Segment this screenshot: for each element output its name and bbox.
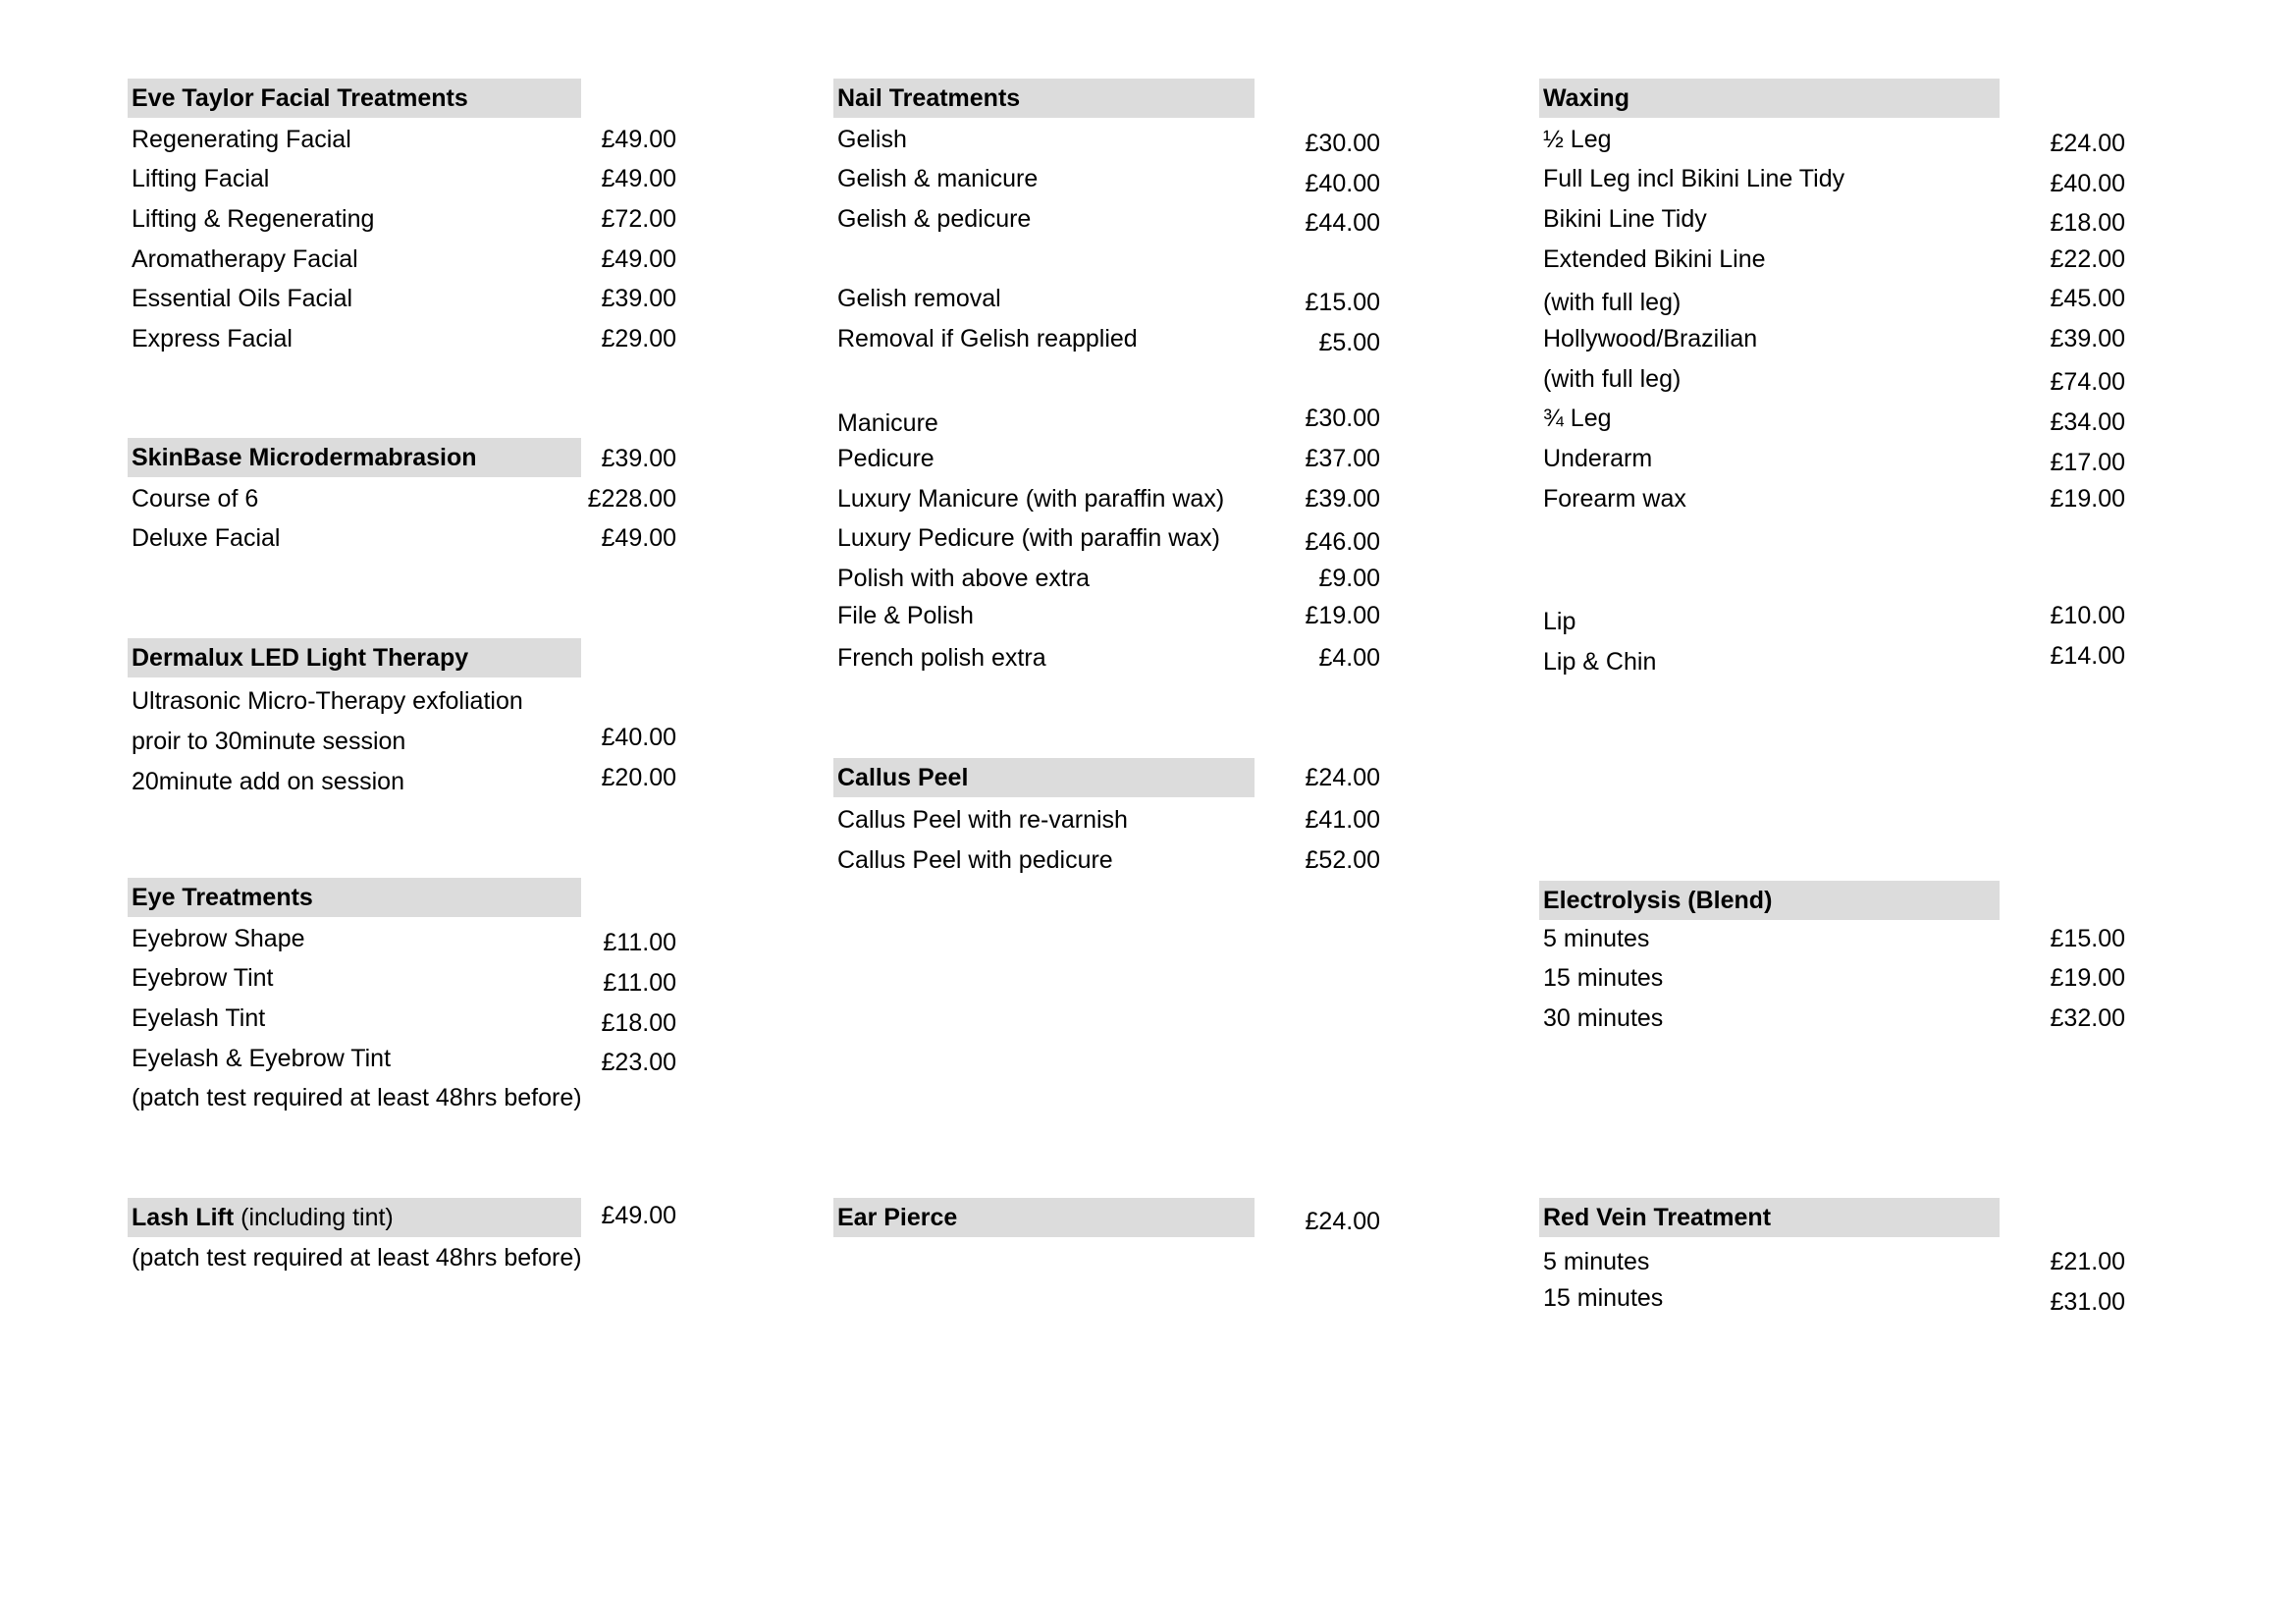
electrolysis-item-price: £19.00 (2050, 964, 2125, 992)
section-header-ear: Ear Pierce (833, 1198, 1255, 1237)
electrolysis-item-name: 5 minutes (1543, 925, 1650, 952)
callus-price: £24.00 (1305, 764, 1380, 791)
facial-item-name: Regenerating Facial (132, 126, 351, 153)
nails-item-name: Gelish (837, 126, 907, 153)
callus-item-name: Callus Peel with re-varnish (837, 806, 1128, 834)
facial-item-name: Lifting Facial (132, 165, 270, 192)
eye-item-name: Eyebrow Shape (132, 925, 305, 952)
skinbase-item-price: £49.00 (601, 524, 676, 552)
skinbase-price: £39.00 (601, 445, 676, 472)
nails-item-price: £15.00 (1305, 289, 1380, 316)
facial-item-price: £29.00 (601, 325, 676, 352)
redvein-item-price: £21.00 (2050, 1248, 2125, 1275)
eye-item-price: £23.00 (601, 1049, 676, 1076)
section-header-dermalux: Dermalux LED Light Therapy (128, 638, 581, 677)
eye-item-name: Eyelash & Eyebrow Tint (132, 1045, 392, 1072)
facial-item-name: Express Facial (132, 325, 293, 352)
electrolysis-item-name: 15 minutes (1543, 964, 1664, 992)
callus-item-name: Callus Peel with pedicure (837, 846, 1113, 874)
eye-item-price: £11.00 (603, 969, 676, 997)
waxing-item-price: £18.00 (2050, 209, 2125, 237)
waxing-item-price: £24.00 (2050, 130, 2125, 157)
nails-item-price: £4.00 (1318, 644, 1380, 672)
electrolysis-item-name: 30 minutes (1543, 1004, 1664, 1032)
waxing-item-name: Lip & Chin (1543, 648, 1657, 676)
facial-item-name: Aromatherapy Facial (132, 245, 358, 273)
nails-item-price: £30.00 (1305, 405, 1380, 432)
redvein-item-name: 5 minutes (1543, 1248, 1650, 1275)
waxing-item-price: £17.00 (2050, 449, 2125, 476)
dermalux-description: Ultrasonic Micro-Therapy exfoliation (132, 687, 523, 715)
nails-item-price: £44.00 (1305, 209, 1380, 237)
waxing-item-price: £14.00 (2050, 642, 2125, 670)
dermalux-item-name: proir to 30minute session (132, 728, 406, 755)
section-header-eye: Eye Treatments (128, 878, 581, 917)
waxing-item-price: £40.00 (2050, 170, 2125, 197)
eye-item-name: Eyebrow Tint (132, 964, 274, 992)
facial-item-price: £49.00 (601, 165, 676, 192)
skinbase-item-name: Course of 6 (132, 485, 259, 513)
facial-item-name: Essential Oils Facial (132, 285, 353, 312)
ear-price: £24.00 (1305, 1208, 1380, 1235)
lashlift-price: £49.00 (601, 1202, 676, 1229)
waxing-item-price: £34.00 (2050, 408, 2125, 436)
nails-item-name: Removal if Gelish reapplied (837, 325, 1138, 352)
nails-item-price: £19.00 (1305, 602, 1380, 629)
waxing-item-name: Full Leg incl Bikini Line Tidy (1543, 165, 1845, 192)
nails-item-price: £9.00 (1318, 565, 1380, 592)
eye-note: (patch test required at least 48hrs before) (132, 1084, 582, 1111)
callus-item-price: £52.00 (1305, 846, 1380, 874)
nails-item-name: Luxury Manicure (with paraffin wax) (837, 485, 1225, 513)
facial-item-price: £49.00 (601, 245, 676, 273)
section-header-skinbase: SkinBase Microdermabrasion (128, 438, 581, 477)
waxing-item-name: Hollywood/Brazilian (1543, 325, 1758, 352)
section-header-lashlift (128, 1198, 581, 1237)
nails-item-name: Pedicure (837, 445, 934, 472)
section-header-waxing: Waxing (1539, 79, 2000, 118)
nails-item-name: File & Polish (837, 602, 974, 629)
eye-item-name: Eyelash Tint (132, 1004, 266, 1032)
section-header-electrolysis: Electrolysis (Blend) (1539, 881, 2000, 920)
waxing-item-name: Extended Bikini Line (1543, 245, 1766, 273)
waxing-item-name: Underarm (1543, 445, 1653, 472)
facial-item-price: £49.00 (601, 126, 676, 153)
dermalux-item-name: 20minute add on session (132, 768, 404, 795)
nails-item-name: Gelish removal (837, 285, 1001, 312)
section-header-redvein: Red Vein Treatment (1539, 1198, 2000, 1237)
waxing-item-price: £45.00 (2050, 285, 2125, 312)
skinbase-item-price: £228.00 (587, 485, 676, 513)
waxing-item-name: ½ Leg (1543, 126, 1612, 153)
section-header-callus: Callus Peel (833, 758, 1255, 797)
waxing-item-name: (with full leg) (1543, 289, 1682, 316)
redvein-item-name: 15 minutes (1543, 1284, 1664, 1312)
nails-item-name: Gelish & pedicure (837, 205, 1032, 233)
nails-item-price: £39.00 (1305, 485, 1380, 513)
nails-item-name: Polish with above extra (837, 565, 1091, 592)
waxing-item-price: £22.00 (2050, 245, 2125, 273)
nails-item-price: £30.00 (1305, 130, 1380, 157)
lashlift-title: Lash Lift (132, 1204, 235, 1231)
dermalux-item-price: £40.00 (601, 724, 676, 751)
redvein-item-price: £31.00 (2050, 1288, 2125, 1316)
waxing-item-price: £39.00 (2050, 325, 2125, 352)
waxing-item-name: Lip (1543, 608, 1576, 635)
waxing-item-name: Forearm wax (1543, 485, 1686, 513)
nails-item-price: £46.00 (1305, 528, 1380, 556)
waxing-item-price: £19.00 (2050, 485, 2125, 513)
nails-item-name: French polish extra (837, 644, 1046, 672)
skinbase-item-name: Deluxe Facial (132, 524, 281, 552)
waxing-item-name: Bikini Line Tidy (1543, 205, 1707, 233)
facial-item-name: Lifting & Regenerating (132, 205, 375, 233)
facial-item-price: £72.00 (601, 205, 676, 233)
lashlift-title-suffix: (including tint) (234, 1204, 394, 1231)
waxing-item-price: £10.00 (2050, 602, 2125, 629)
eye-item-price: £11.00 (603, 929, 676, 956)
dermalux-item-price: £20.00 (601, 764, 676, 791)
waxing-item-price: £74.00 (2050, 368, 2125, 396)
facial-item-price: £39.00 (601, 285, 676, 312)
eye-item-price: £18.00 (601, 1009, 676, 1037)
nails-item-price: £37.00 (1305, 445, 1380, 472)
nails-item-price: £40.00 (1305, 170, 1380, 197)
nails-item-name: Luxury Pedicure (with paraffin wax) (837, 524, 1220, 552)
waxing-item-name: ¾ Leg (1543, 405, 1612, 432)
electrolysis-item-price: £32.00 (2050, 1004, 2125, 1032)
callus-item-price: £41.00 (1305, 806, 1380, 834)
nails-item-name: Gelish & manicure (837, 165, 1039, 192)
section-header-facial: Eve Taylor Facial Treatments (128, 79, 581, 118)
electrolysis-item-price: £15.00 (2050, 925, 2125, 952)
nails-item-name: Manicure (837, 409, 938, 437)
lashlift-note: (patch test required at least 48hrs before) (132, 1244, 582, 1272)
nails-item-price: £5.00 (1318, 329, 1380, 356)
section-header-nails: Nail Treatments (833, 79, 1255, 118)
waxing-item-name: (with full leg) (1543, 365, 1682, 393)
